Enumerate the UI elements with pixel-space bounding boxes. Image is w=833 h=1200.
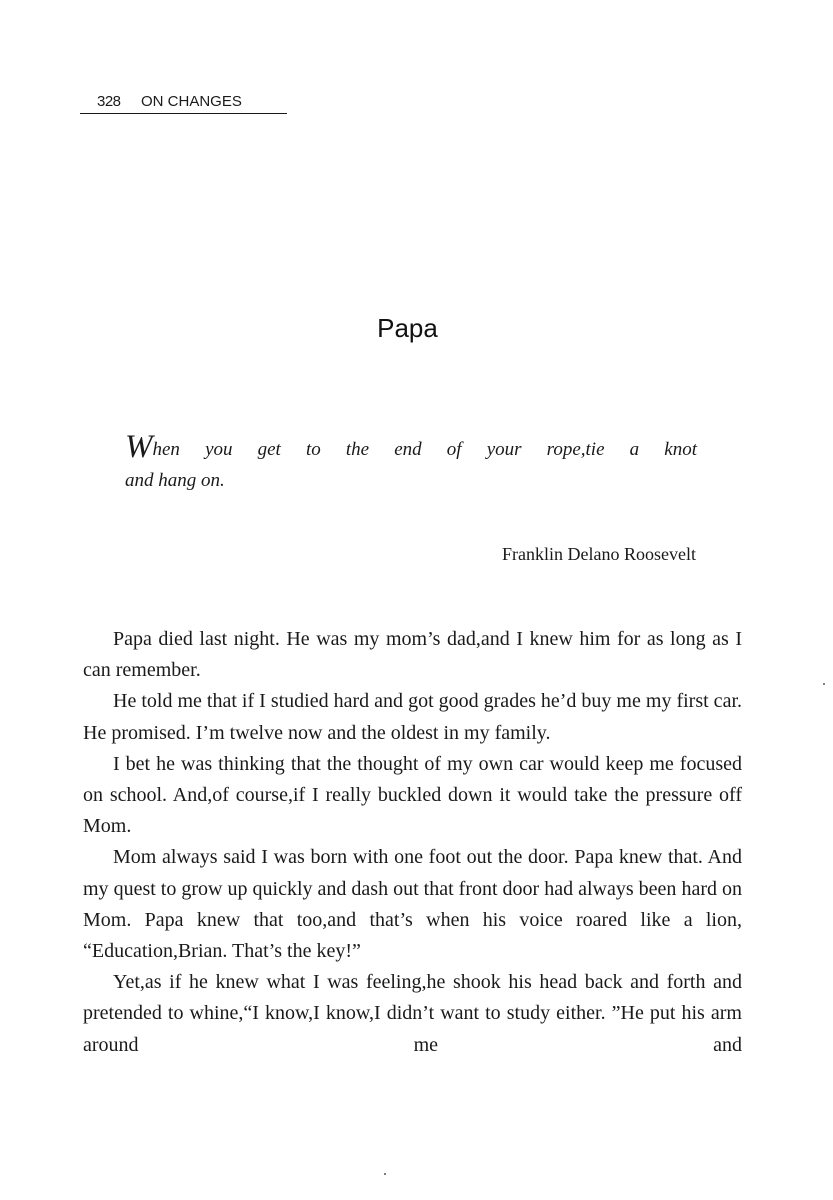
page-number: 328 (97, 93, 121, 110)
chapter-title: Papa (377, 313, 438, 343)
epigraph-attribution: Franklin Delano Roosevelt (502, 544, 696, 564)
paragraph: I bet he was thinking that the thought of my own car would keep me focused on school. And,of course,if I really buckled down it would take the pressure off Mom. (83, 752, 742, 838)
section-title: ON CHANGES (141, 93, 242, 110)
epigraph-line-2: and hang on. (125, 470, 225, 491)
scan-speck (384, 1173, 386, 1175)
scan-speck (823, 683, 825, 685)
paragraph: He told me that if I studied hard and got good grades he’d buy me my first car. He promised. I’m twelve now and the oldest in my family. (83, 690, 742, 744)
body-text (83, 624, 742, 1061)
paragraph: Yet,as if he knew what I was feeling,he shook his head back and forth and pretended to whine,“I know,I know,I didn’t want to study either. ”He put his arm around me and (83, 971, 742, 1056)
paragraph: Mom always said I was born with one foot out the door. Papa knew that. And my quest to grow up quickly and dash out that front door had always been hard on Mom. Papa knew that too,and that’s when his voice roared like a lion, “Education,Brian. That’s the key!” (83, 846, 742, 963)
epigraph-dropcap: W (125, 429, 153, 465)
running-head (80, 92, 287, 114)
epigraph-line-1 (125, 429, 697, 465)
epigraph-line-1-text: hen you get to the end of your rope,tie a knot (152, 439, 697, 460)
epigraph (125, 429, 697, 496)
paragraph: Papa died last night. He was my mom’s dad,and I knew him for as long as I can remember. (83, 628, 742, 682)
